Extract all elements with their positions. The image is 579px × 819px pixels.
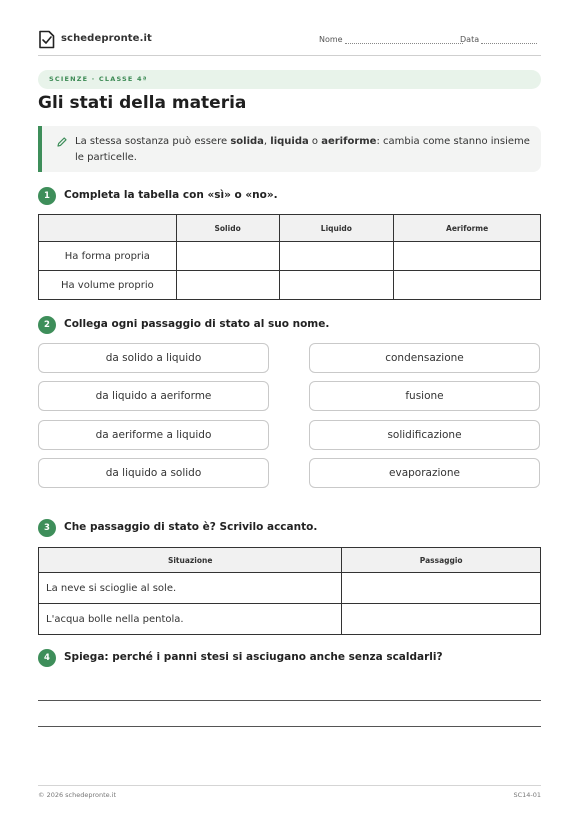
answer-cell[interactable]	[176, 271, 279, 300]
header-passaggio: Passaggio	[342, 548, 541, 573]
term-aeriforme: aeriforme	[321, 136, 377, 147]
question-text: Spiega: perché i panni stesi si asciugano anche senza scaldarli?	[64, 651, 443, 663]
footer-code: SC14-01	[513, 791, 541, 799]
answer-cell[interactable]	[279, 271, 394, 300]
date-label: Data	[460, 35, 480, 44]
answer-line[interactable]	[38, 726, 541, 727]
header-solido: Solido	[176, 215, 279, 242]
question-number: 1	[38, 187, 56, 205]
question-number: 2	[38, 316, 56, 334]
match-left-item[interactable]: da aeriforme a liquido	[38, 420, 269, 450]
name-blank[interactable]	[345, 36, 463, 44]
page-title: Gli stati della materia	[38, 93, 247, 113]
subject-kicker: SCIENZE · CLASSE 4ª	[38, 70, 541, 89]
header-aeriforme: Aeriforme	[394, 215, 541, 242]
table-header-row	[39, 215, 541, 242]
date-blank[interactable]	[481, 36, 537, 44]
question-number: 4	[38, 649, 56, 667]
row-label: Ha forma propria	[39, 242, 177, 271]
match-left-item[interactable]: da solido a liquido	[38, 343, 269, 373]
match-right-item[interactable]: evaporazione	[309, 458, 540, 488]
table-row	[39, 573, 541, 604]
table-row	[39, 271, 541, 300]
page-header	[38, 30, 541, 56]
table-row	[39, 604, 541, 635]
footer-copyright: © 2026 schedepronte.it	[38, 791, 117, 799]
brand-name: schedepronte.it	[61, 33, 152, 44]
question-number: 3	[38, 519, 56, 537]
answer-cell[interactable]	[342, 604, 541, 635]
question-text: Che passaggio di stato è? Scrivilo accanto.	[64, 521, 318, 533]
header-situazione: Situazione	[39, 548, 342, 573]
answer-cell[interactable]	[176, 242, 279, 271]
match-left-item[interactable]: da liquido a solido	[38, 458, 269, 488]
table-row	[39, 242, 541, 271]
checklist-doc-icon	[38, 30, 55, 49]
header-empty	[39, 215, 177, 242]
situations-table	[38, 547, 541, 635]
match-left-item[interactable]: da liquido a aeriforme	[38, 381, 269, 411]
row-label: Ha volume proprio	[39, 271, 177, 300]
answer-line[interactable]	[38, 700, 541, 701]
name-field[interactable]	[319, 35, 463, 44]
situation-text: L'acqua bolle nella pentola.	[39, 604, 342, 635]
answer-cell[interactable]	[394, 242, 541, 271]
header-liquido: Liquido	[279, 215, 394, 242]
states-table	[38, 214, 541, 300]
match-right-item[interactable]: fusione	[309, 381, 540, 411]
term-liquida: liquida	[270, 136, 309, 147]
footer-divider	[38, 785, 541, 786]
name-label: Nome	[319, 35, 343, 44]
table-header-row	[39, 548, 541, 573]
question-text: Collega ogni passaggio di stato al suo nome.	[64, 318, 330, 330]
answer-cell[interactable]	[394, 271, 541, 300]
info-text: La stessa sostanza può essere solida, liquida o aeriforme: cambia come stanno insieme le particelle.	[75, 136, 530, 163]
date-field[interactable]	[460, 35, 537, 44]
info-box	[38, 126, 541, 172]
pencil-icon	[56, 136, 68, 148]
answer-cell[interactable]	[279, 242, 394, 271]
situation-text: La neve si scioglie al sole.	[39, 573, 342, 604]
match-right-item[interactable]: condensazione	[309, 343, 540, 373]
answer-cell[interactable]	[342, 573, 541, 604]
question-text: Completa la tabella con «sì» o «no».	[64, 189, 278, 201]
match-right-item[interactable]: solidificazione	[309, 420, 540, 450]
term-solida: solida	[230, 136, 264, 147]
